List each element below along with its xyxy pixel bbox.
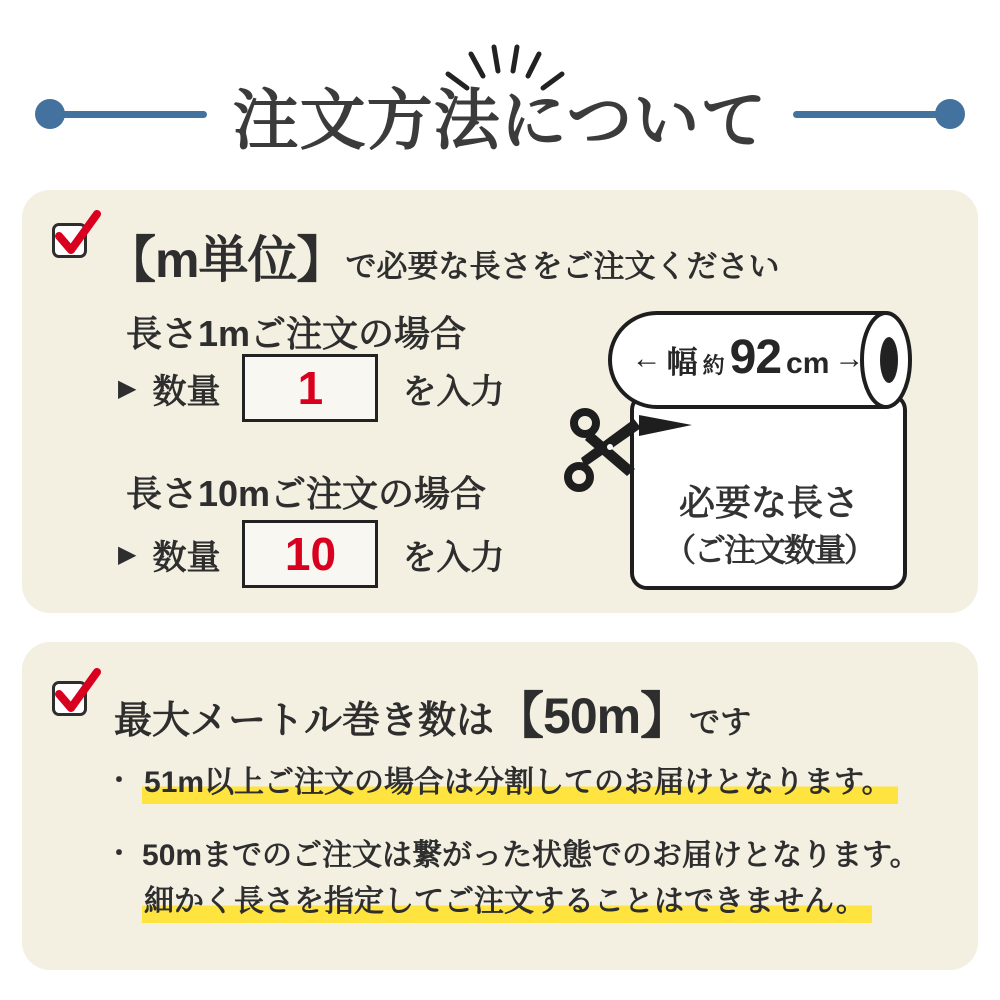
sheet-caption-line2: （ご注文数量）: [663, 532, 874, 569]
heading2-bracket: 【50m】: [494, 688, 690, 744]
checkbox-icon: [52, 676, 92, 716]
red-check-icon: [55, 208, 101, 258]
highlighted-text: 細かく長さを指定してご注文することはできません。: [142, 885, 872, 923]
page-title: 注文方法について: [232, 82, 768, 157]
title-row: [0, 72, 1000, 156]
pointer-triangle-icon: ▶: [118, 374, 137, 402]
checkbox-icon: [52, 218, 92, 258]
notes-list: [106, 760, 936, 952]
approx-kanji: 約: [702, 353, 725, 378]
rule-line-right: [793, 111, 939, 118]
plain-text: 50mまでのご注文は繋がった状態でのお届けとなります。: [142, 838, 920, 872]
quantity-label: 数量: [152, 372, 221, 411]
title-rule-right: [793, 99, 965, 129]
sheet-caption-line1: 必要な長さ: [678, 482, 859, 523]
red-check-icon: [55, 666, 101, 716]
list-item: [106, 833, 936, 926]
rule-dot-right-icon: [935, 99, 965, 129]
roll-width-label: [610, 330, 886, 388]
quantity-label: 数量: [152, 538, 221, 577]
case2-row: [118, 520, 504, 588]
bullet-marker: ・: [106, 765, 133, 795]
case2-label: 長さ10mご注文の場合: [126, 473, 487, 514]
highlighted-text: 51m以上ご注文の場合は分割してのお届けとなります。: [142, 766, 898, 804]
panel2-heading-row: [52, 676, 751, 748]
list-item: [106, 760, 936, 807]
quantity-input: 10: [242, 520, 378, 588]
panel1-heading-row: [52, 218, 779, 292]
quantity-suffix: を入力: [402, 372, 505, 411]
order-unit-panel: [22, 190, 978, 613]
heading2-suffix: です: [689, 705, 752, 740]
bullet-text: [142, 833, 920, 926]
bullet-marker: ・: [106, 837, 133, 868]
panel1-heading: [106, 218, 779, 292]
rule-line-left: [61, 111, 207, 118]
case1-row: [118, 354, 504, 422]
heading-rest-text: で必要な長さをご注文ください: [345, 249, 780, 284]
heading-bracket-text: 【m単位】: [106, 232, 346, 288]
bullet-text: [142, 760, 898, 807]
title-rule-left: [35, 99, 207, 129]
quantity-input: 1: [242, 354, 378, 422]
width-value: 92: [729, 331, 782, 384]
max-roll-panel: [22, 642, 978, 970]
width-kanji: 幅: [666, 345, 698, 380]
width-unit: cm: [786, 347, 830, 380]
pointer-triangle-icon: ▶: [118, 540, 137, 568]
quantity-suffix: を入力: [402, 538, 505, 577]
heading2-prefix: 最大メートル巻き数は: [114, 700, 495, 742]
sheet-caption: [630, 478, 908, 573]
panel2-heading: [114, 676, 751, 748]
arrow-left-icon: ←: [631, 342, 662, 375]
case1-label: 長さ1mご注文の場合: [126, 313, 467, 354]
arrow-right-icon: →: [834, 342, 865, 375]
